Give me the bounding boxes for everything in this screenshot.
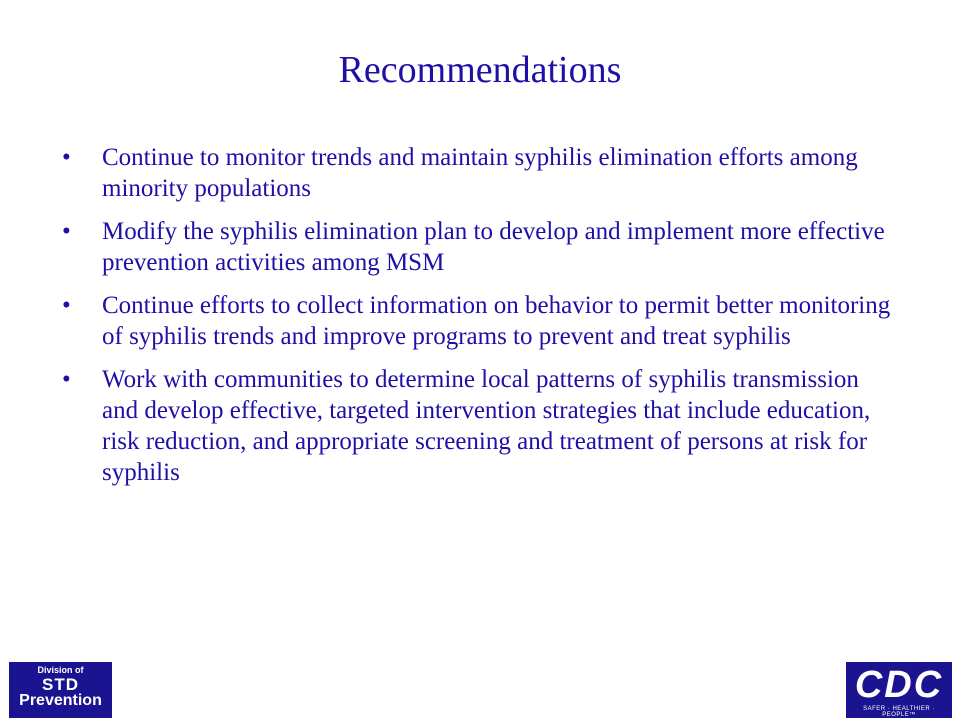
std-logo-line3: Prevention: [19, 692, 102, 709]
std-logo-line2: STD: [42, 675, 79, 694]
bullet-item: [62, 364, 892, 488]
bullet-text: Continue to monitor trends and maintain syphilis elimination efforts among minority populations: [102, 144, 858, 202]
bullet-item: [62, 290, 892, 352]
bullet-icon: •: [62, 292, 71, 319]
cdc-logo-tagline: SAFER · HEALTHIER · PEOPLE™: [863, 706, 935, 718]
bullet-icon: •: [62, 218, 71, 245]
slide-title: Recommendations: [338, 49, 622, 91]
bullet-item: [62, 142, 892, 204]
bullet-text: Modify the syphilis elimination plan to develop and implement more effective prevention activities among MSM: [102, 218, 885, 276]
bullet-icon: •: [62, 366, 71, 393]
bullet-text: Work with communities to determine local patterns of syphilis transmission and develop effective, targeted intervention strategies that include education, risk reduction, and appropriate screening and treatment of persons at risk for syphilis: [102, 366, 871, 486]
bullet-list: [62, 142, 892, 500]
cdc-logo-mark: CDC: [854, 664, 944, 706]
bullet-icon: •: [62, 144, 71, 171]
cdc-logo: [846, 662, 952, 718]
std-prevention-logo: [9, 662, 112, 718]
bullet-text: Continue efforts to collect information on behavior to permit better monitoring of syphilis trends and improve programs to prevent and treat syphilis: [102, 292, 891, 350]
std-logo-line1: Division of: [37, 665, 84, 675]
bullet-item: [62, 216, 892, 278]
